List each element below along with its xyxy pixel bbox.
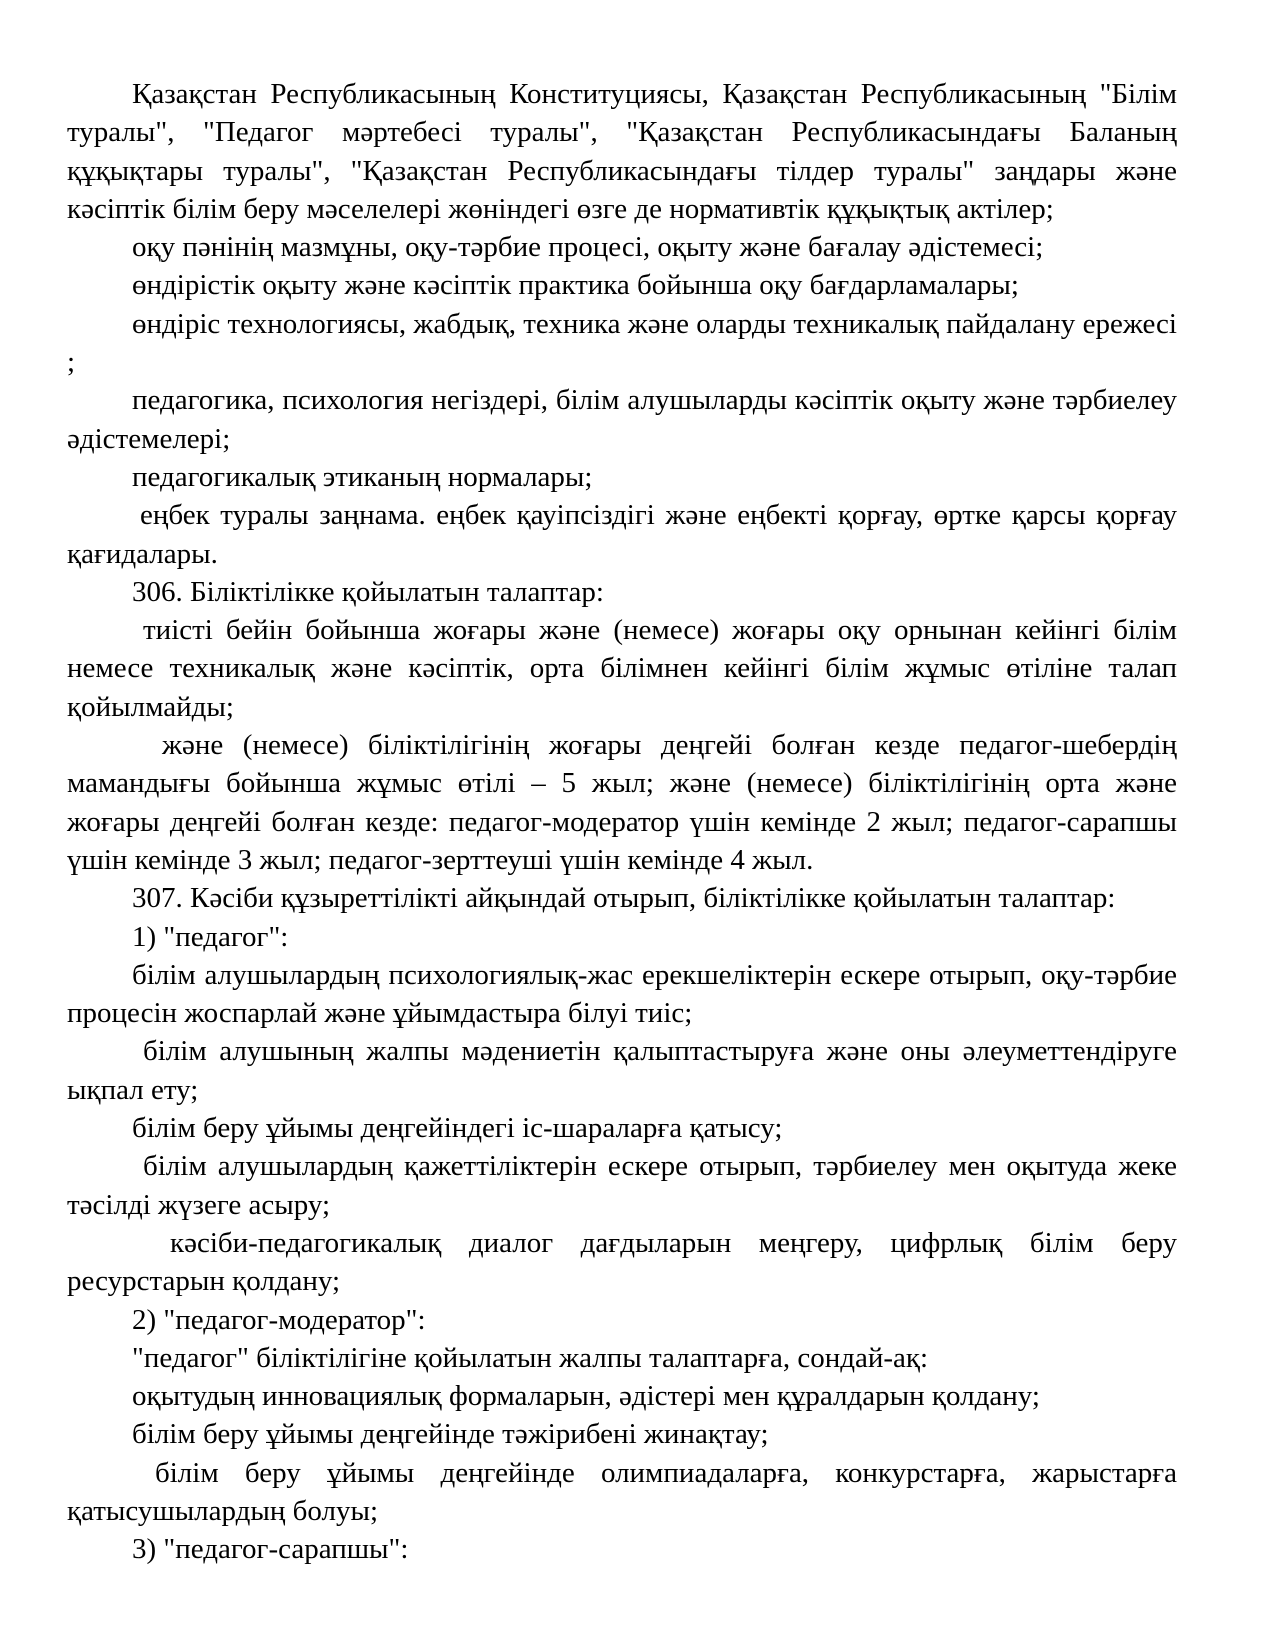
paragraph: педагогикалық этиканың нормалары; <box>132 460 593 493</box>
paragraph: кәсіби-педагогикалық диалог дағдыларын меңгеру, цифрлық білім беру ресурстарын қолдану; <box>67 1226 1177 1298</box>
paragraph: білім алушының жалпы мәдениетін қалыптастыруға және оны әлеуметтендіруге ықпал ету; <box>67 1035 1177 1106</box>
paragraph: оқытудың инновациялық формаларын, әдістері мен құралдарын қолдану; <box>132 1380 1040 1413</box>
paragraph: оқу пәнінің мазмұны, оқу-тәрбие процесі, оқыту және бағалау әдістемесі; <box>132 231 1044 264</box>
paragraph: Қазақстан Республикасының Конституциясы, Қазақстан Республикасының "Білім туралы", "Педагог мәртебесі туралы", "Қазақстан Республикасындағы Баланың құқықтары туралы", "Қазақстан Республикасындағы тілдер туралы" заңдары және кәсіптік білім беру мәселелері жөніндегі өзге де нормативтік құқықтық актілер; <box>67 78 1177 225</box>
paragraph: өндіріс технологиясы, жабдық, техника және оларды техникалық пайдалану ережесі ; <box>67 307 1177 379</box>
paragraph: тиісті бейін бойынша жоғары және (немесе) жоғары оқу орнынан кейінгі білім немесе техникалық және кәсіптік, орта білімнен кейінгі білім жұмыс өтіліне талап қойылмайды; <box>67 614 1177 723</box>
paragraph: 3) "педагог-сарапшы": <box>132 1533 409 1566</box>
paragraph: білім алушылардың психологиялық-жас ерекшеліктерін ескере отырып, оқу-тәрбие процесін жоспарлай және ұйымдастыра білуі тиіс; <box>67 958 1177 1030</box>
paragraph: 306. Біліктілікке қойылатын талаптар: <box>132 575 604 608</box>
paragraph: және (немесе) біліктілігінің жоғары деңгейі болған кезде педагог-шебердің мамандығы бойынша жұмыс өтілі – 5 жыл; және (немесе) біліктілігінің орта және жоғары деңгейі болған кезде: педагог-модератор үшін кемінде 2 жыл; педагог-сарапшы үшін кемінде 3 жыл; педагог-зерттеуші үшін кемінде 4 жыл. <box>67 729 1177 876</box>
document-body <box>67 75 1177 1569</box>
paragraph: білім алушылардың қажеттіліктерін ескере отырып, тәрбиелеу мен оқытуда жеке тәсілді жүзеге асыру; <box>67 1150 1177 1221</box>
paragraph: білім беру ұйымы деңгейінде олимпиадаларға, конкурстарға, жарыстарға қатысушылардың болуы; <box>67 1456 1177 1527</box>
paragraph: 307. Кәсіби құзыреттілікті айқындай отырып, біліктілікке қойылатын талаптар: <box>132 882 1116 915</box>
paragraph: еңбек туралы заңнама. еңбек қауіпсіздігі және еңбекті қорғау, өртке қарсы қорғау қағидалары. <box>67 499 1177 570</box>
paragraph: білім беру ұйымы деңгейінде тәжірибені жинақтау; <box>132 1418 769 1451</box>
paragraph: 2) "педагог-модератор": <box>132 1303 426 1336</box>
paragraph: 1) "педагог": <box>132 920 289 953</box>
paragraph: білім беру ұйымы деңгейіндегі іс-шараларға қатысу; <box>132 1112 783 1145</box>
paragraph: өндірістік оқыту және кәсіптік практика бойынша оқу бағдарламалары; <box>132 269 1019 302</box>
paragraph: "педагог" біліктілігіне қойылатын жалпы талаптарға, сондай-ақ: <box>132 1341 929 1374</box>
paragraph: педагогика, психология негіздері, білім алушыларды кәсіптік оқыту және тәрбиелеу әдістемелері; <box>67 384 1177 455</box>
